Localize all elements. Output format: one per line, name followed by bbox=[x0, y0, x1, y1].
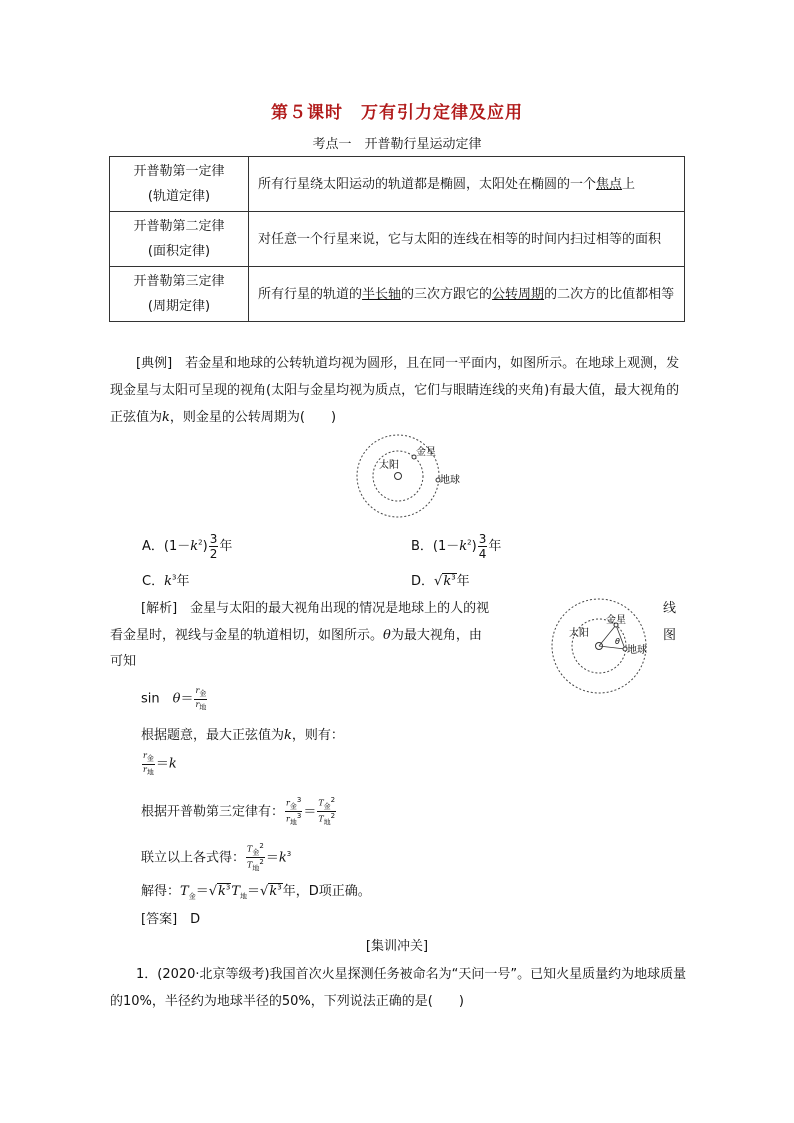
equation-solution: 解得：$T_金=√k^3T_地=√k^3$年，D项正确。 bbox=[141, 883, 371, 901]
page-title: 第５课时 万有引力定律及应用 bbox=[271, 103, 523, 123]
law-content-cell bbox=[249, 212, 685, 267]
equation-combine: 联立以上各式得： $\frac{T_金^2}{T_地^2}$ $=k^3$ bbox=[141, 842, 292, 873]
sun-label: 太阳 bbox=[569, 628, 589, 639]
law-text: 所有行星绕太阳运动的轨道都是椭圆，太阳处在椭圆的一个 bbox=[258, 176, 597, 192]
theta-label: θ bbox=[615, 637, 620, 646]
example-text: 若金星和地球的公转轨道均视为圆形，且在同一平面内，如图所示。在地球上观测，发现金星与太阳可呈现的视角(太阳与金星均视为质点，它们与眼睛连线的夹角)有最大值，最大视角的正弦值为 bbox=[110, 356, 680, 425]
venus-label: 金星 bbox=[606, 615, 626, 626]
example-paragraph bbox=[110, 350, 688, 431]
k-symbol: k bbox=[162, 410, 170, 425]
law-content-cell bbox=[249, 267, 685, 322]
kepler-laws-table bbox=[109, 156, 685, 322]
answer-value: D bbox=[190, 912, 201, 927]
earth-label: 地球 bbox=[440, 475, 460, 486]
option-d: D．$√k^3$年 bbox=[411, 573, 470, 589]
law-alias: (面积定律) bbox=[147, 244, 211, 259]
venus-label: 金星 bbox=[416, 447, 436, 458]
law-name: 开普勒第一定律 bbox=[133, 164, 225, 179]
analysis-line-1-end: 线 bbox=[663, 601, 677, 616]
law-name: 开普勒第三定律 bbox=[133, 274, 225, 289]
example-text-end: ，则金星的公转周期为( ) bbox=[169, 410, 337, 425]
equation-kepler: 根据开普勒第三定律有： $\frac{r_金^3}{r_地^3}$ ＝ $\frac{T_金^2}{T_地^2}$ bbox=[141, 796, 336, 827]
answer-line bbox=[141, 908, 200, 927]
law-name-cell bbox=[110, 267, 249, 322]
table-row bbox=[110, 267, 685, 322]
option-c: C．$k^3$年 bbox=[142, 573, 190, 589]
radius-line bbox=[599, 625, 616, 646]
law-text: 的三次方跟它的 bbox=[401, 286, 493, 302]
equation-sin: sin θ＝ $\frac{r_金}{r_地}$ bbox=[141, 686, 207, 712]
law-text: 所有行星的轨道的 bbox=[258, 286, 363, 302]
table-row bbox=[110, 157, 685, 212]
practice-question-1: 1．(2020·北京等级考)我国首次火星探测任务被命名为“天问一号”。已知火星质量约为地球质量的10%，半径约为地球半径的50%，下列说法正确的是( ) bbox=[110, 967, 687, 1009]
analysis-line-2-end: 图 bbox=[663, 628, 677, 643]
example-tag: [典例] bbox=[136, 356, 173, 371]
analysis-line-4: 根据题意，最大正弦值为k，则有： bbox=[141, 728, 344, 743]
table-row bbox=[110, 212, 685, 267]
underlined-term: 焦点 bbox=[596, 176, 623, 192]
answer-tag: [答案] bbox=[141, 912, 178, 927]
law-text: 的二次方的比值都相等 bbox=[544, 286, 675, 302]
law-name-cell bbox=[110, 212, 249, 267]
analysis-line-1: [解析] 金星与太阳的最大视角出现的情况是地球上的人的视 bbox=[141, 601, 490, 616]
law-name-cell bbox=[110, 157, 249, 212]
orbit-diagram bbox=[355, 437, 460, 529]
practice-header: [集训冲关] bbox=[365, 939, 429, 954]
law-text: 对任意一个行星来说，它与太阳的连线在相等的时间内扫过相等的面积 bbox=[258, 231, 662, 247]
law-alias: (轨道定律) bbox=[147, 189, 211, 204]
sun-dot bbox=[395, 473, 402, 480]
analysis-tag: [解析] bbox=[141, 601, 178, 616]
law-text: 上 bbox=[622, 176, 636, 192]
underlined-term: 公转周期 bbox=[492, 286, 545, 302]
law-content-cell bbox=[249, 157, 685, 212]
sun-label: 太阳 bbox=[379, 460, 399, 471]
earth-label: 地球 bbox=[627, 645, 647, 656]
underlined-term: 半长轴 bbox=[362, 286, 402, 302]
law-alias: (周期定律) bbox=[147, 299, 211, 314]
sun-earth-line bbox=[599, 646, 625, 649]
law-name: 开普勒第二定律 bbox=[133, 219, 225, 234]
section-heading: 考点一 开普勒行星运动定律 bbox=[312, 137, 482, 152]
equation-ratio: $\frac{r_金}{r_地}$ ＝k bbox=[143, 751, 177, 777]
analysis-line-2: 看金星时，视线与金星的轨道相切，如图所示。θ为最大视角，由 bbox=[110, 628, 482, 643]
analysis-line-3: 可知 bbox=[110, 654, 137, 669]
option-b: B．$(1-k^2)$ $\frac{3}{4}$ 年 bbox=[411, 532, 502, 561]
tangent-diagram bbox=[543, 598, 655, 698]
option-a: A．$(1-k^2)$ $\frac{3}{2}$ 年 bbox=[142, 532, 233, 561]
